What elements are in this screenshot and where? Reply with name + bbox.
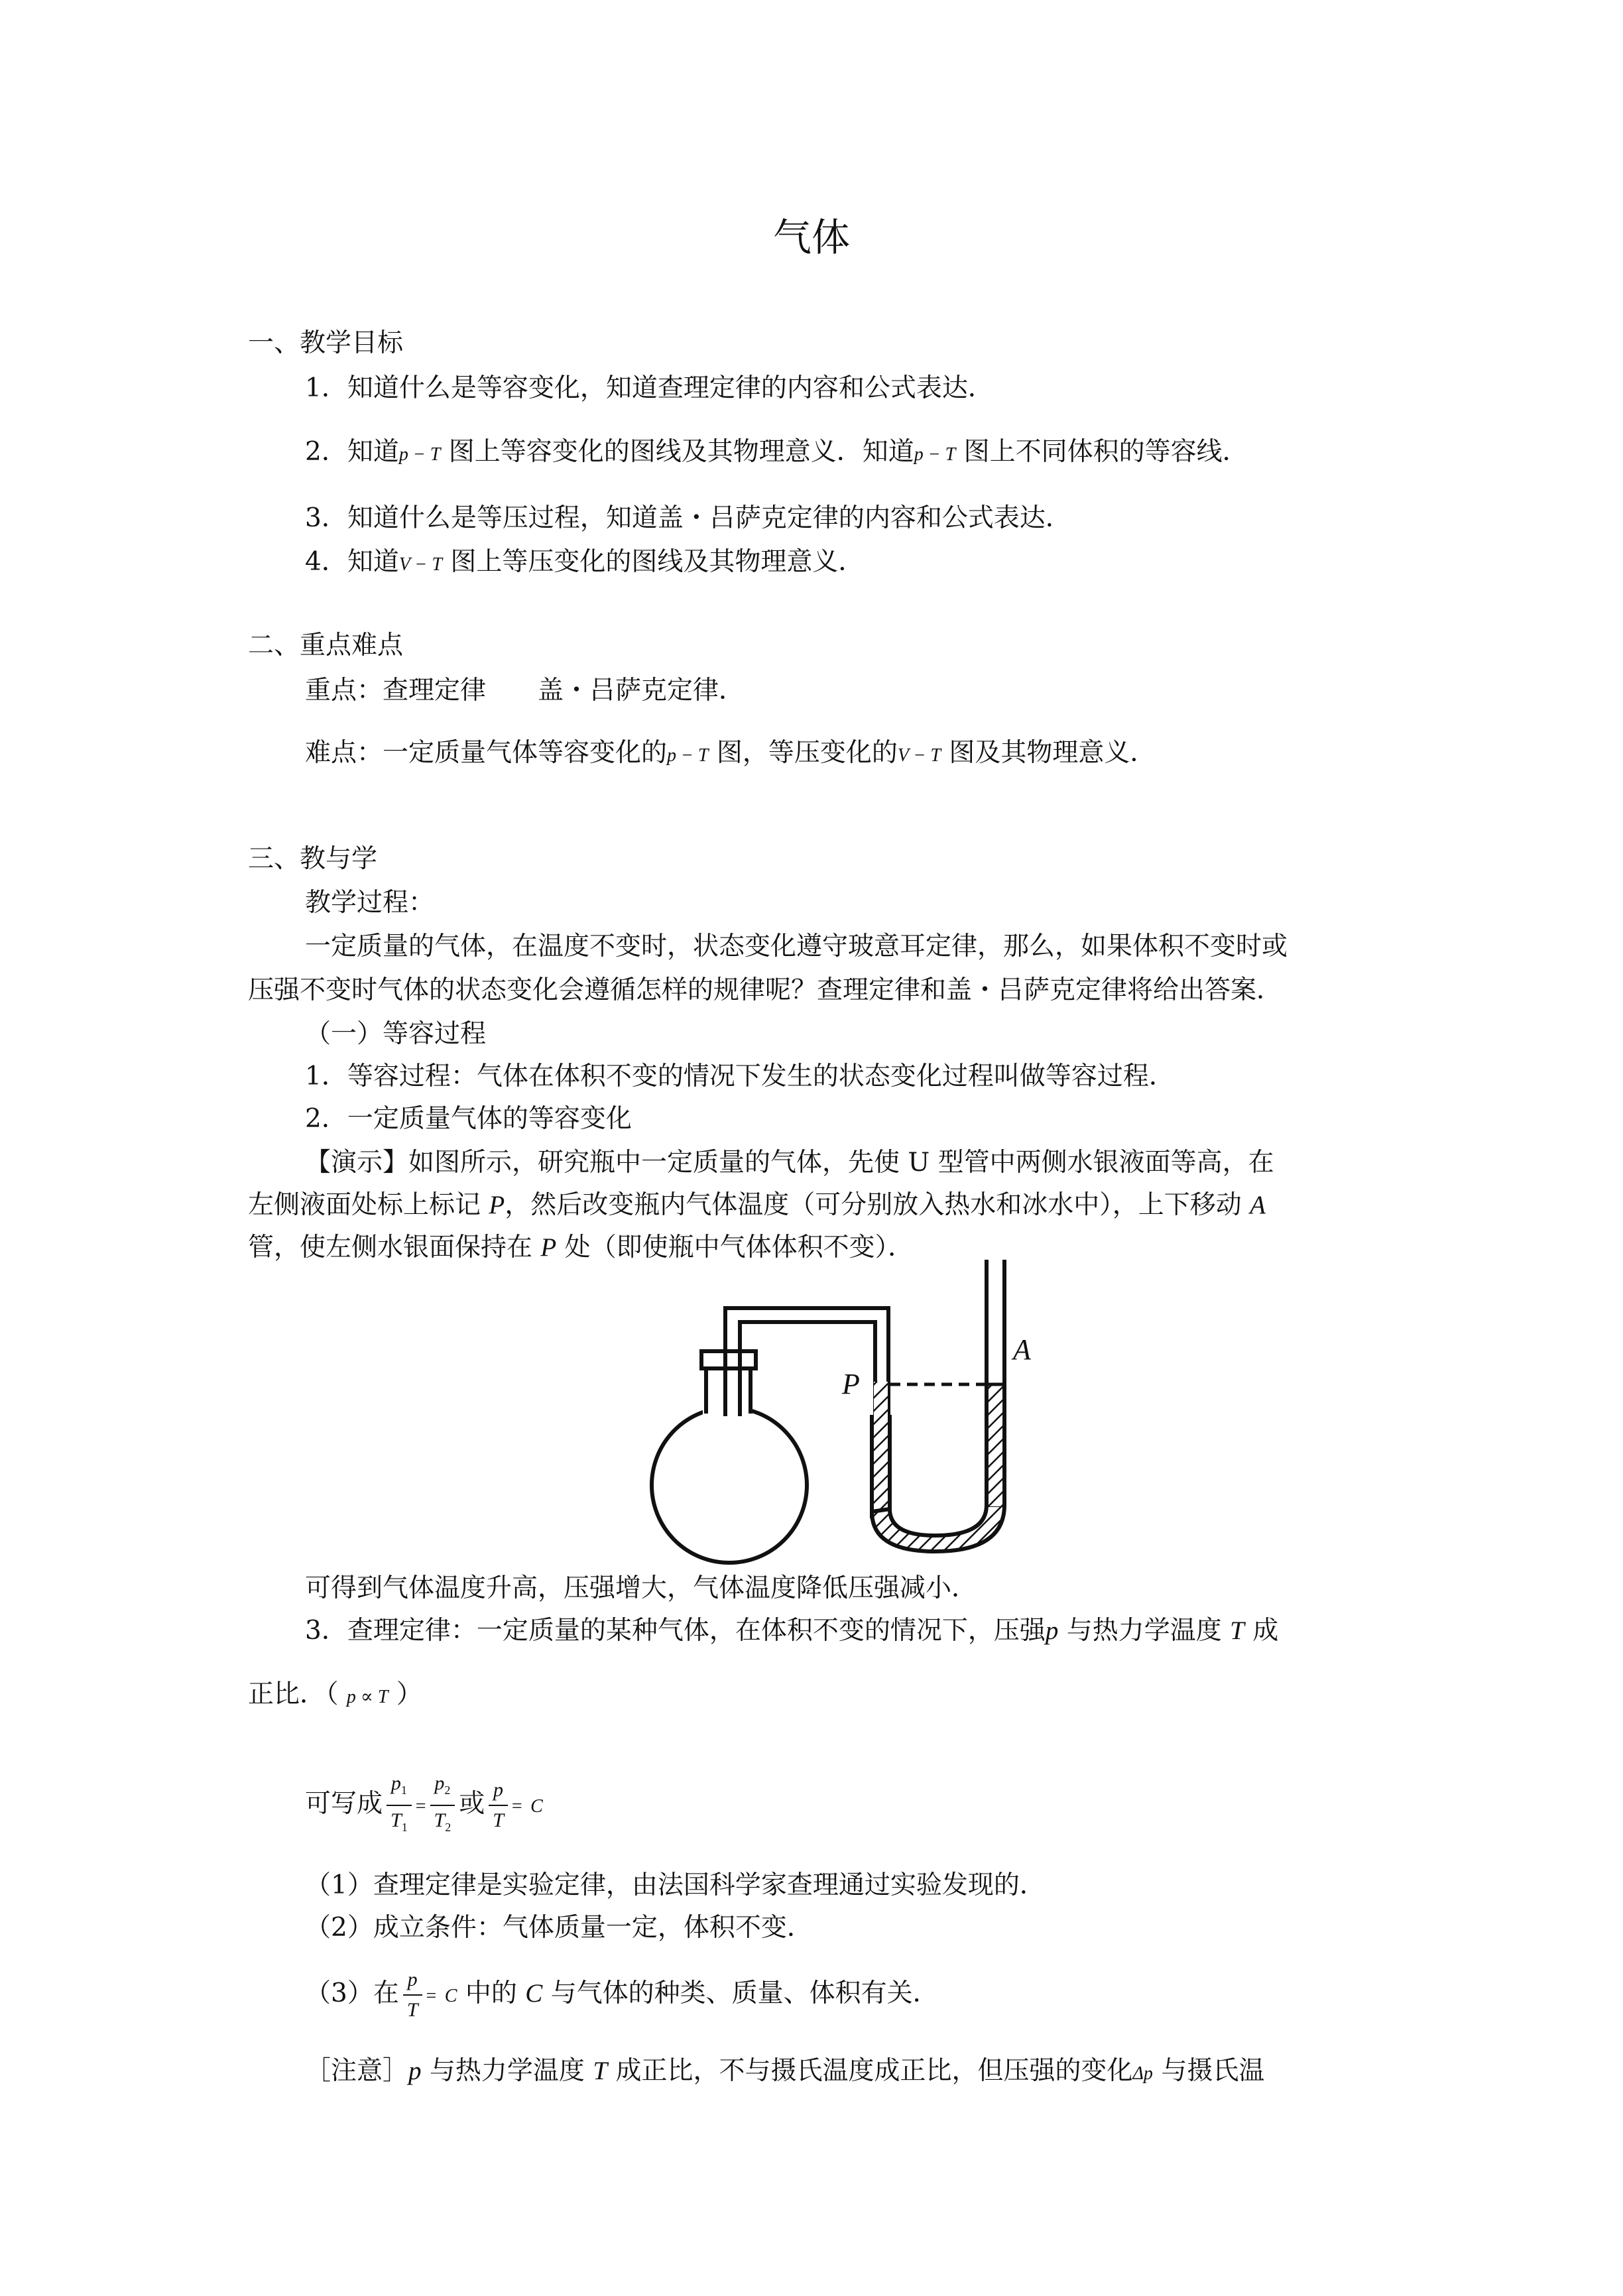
isochoric-change-heading: 2．一定质量气体的等容变化	[305, 1104, 632, 1134]
mercury-left-column	[874, 1382, 888, 1514]
note-3: （3）在 $\frac{p}{T}$ = C 中的 C 与气体的种类、质量、体积有关．	[305, 1964, 939, 2026]
objective-4: 4．知道V − T 图上等压变化的图线及其物理意义．	[305, 547, 865, 577]
label-A: A	[1013, 1333, 1031, 1366]
objective-3: 3．知道什么是等压过程，知道盖・吕萨克定律的内容和公式表达．	[305, 503, 1071, 533]
fraction-p1-T1: $\frac{p_1}{T_1}$	[387, 1769, 412, 1842]
section-3-heading: 三、教与学	[248, 844, 378, 874]
objective-2: 2．知道p − T 图上等容变化的图线及其物理意义．知道p − T 图上不同体积的等容线．	[305, 437, 1248, 467]
section-1-heading: 一、教学目标	[248, 328, 404, 358]
difficult-points: 难点：一定质量气体等容变化的p − T 图，等压变化的V − T 图及其物理意义．	[305, 738, 1156, 768]
objective-1: 1．知道什么是等容变化，知道查理定律的内容和公式表达．	[305, 373, 994, 403]
mercury-u-bottom	[872, 1505, 1004, 1551]
subsection-isochoric: （一）等容过程	[305, 1019, 487, 1049]
intro-line-1: 一定质量的气体，在温度不变时，状态变化遵守玻意耳定律，那么，如果体积不变时或	[305, 932, 1288, 961]
note-2: （2）成立条件：气体质量一定，体积不变．	[305, 1913, 813, 1943]
isochoric-definition: 1．等容过程：气体在体积不变的情况下发生的状态变化过程叫做等容过程．	[305, 1061, 1175, 1091]
section-2-heading: 二、重点难点	[248, 631, 404, 660]
page-title: 气体	[772, 215, 850, 260]
flask-stopper	[701, 1351, 756, 1368]
demo-line-2: 左侧液面处标上标记 P，然后改变瓶内气体温度（可分别放入热水和冰水中），上下移动 A	[248, 1190, 1266, 1220]
key-points: 重点：查理定律 盖・吕萨克定律．	[305, 676, 745, 705]
flask-bulb	[652, 1408, 807, 1563]
charles-law-line-1: 3．查理定律：一定质量的某种气体，在体积不变的情况下，压强p 与热力学温度 T 成	[305, 1616, 1279, 1646]
demo-line-1: 【演示】如图所示，研究瓶中一定质量的气体，先使 U 型管中两侧水银液面等高，在	[305, 1148, 1274, 1178]
demo-result: 可得到气体温度升高，压强增大，气体温度降低压强减小．	[305, 1573, 978, 1603]
apparatus-figure	[643, 1260, 1054, 1571]
fraction-p-T-2: $\frac{p}{T}$	[403, 1965, 422, 2025]
intro-line-2: 压强不变时气体的状态变化会遵循怎样的规律呢？查理定律和盖・吕萨克定律将给出答案．	[248, 975, 1283, 1005]
fraction-p-T: $\frac{p}{T}$	[489, 1776, 508, 1835]
note-1: （1）查理定律是实验定律，由法国科学家查理通过实验发现的．	[305, 1870, 1046, 1900]
formula-line: 可写成 $\frac{p_1}{T_1}$ = $\frac{p_2}{T_2}$ 或 $\frac{p}{T}$ = C	[305, 1769, 543, 1842]
mercury-right-column	[989, 1384, 1002, 1506]
label-P: P	[842, 1368, 860, 1400]
demo-line-3: 管，使左侧水银面保持在 P 处（即使瓶中气体体积不变）．	[248, 1233, 914, 1262]
fraction-p2-T2: $\frac{p_2}{T_2}$	[430, 1769, 455, 1842]
process-label: 教学过程：	[305, 888, 435, 918]
attention-note: ［注意］p 与热力学温度 T 成正比，不与摄氏温度成正比，但压强的变化Δp 与摄氏温	[305, 2056, 1265, 2086]
charles-law-line-2: 正比．（ p ∝ T ）	[248, 1679, 422, 1709]
